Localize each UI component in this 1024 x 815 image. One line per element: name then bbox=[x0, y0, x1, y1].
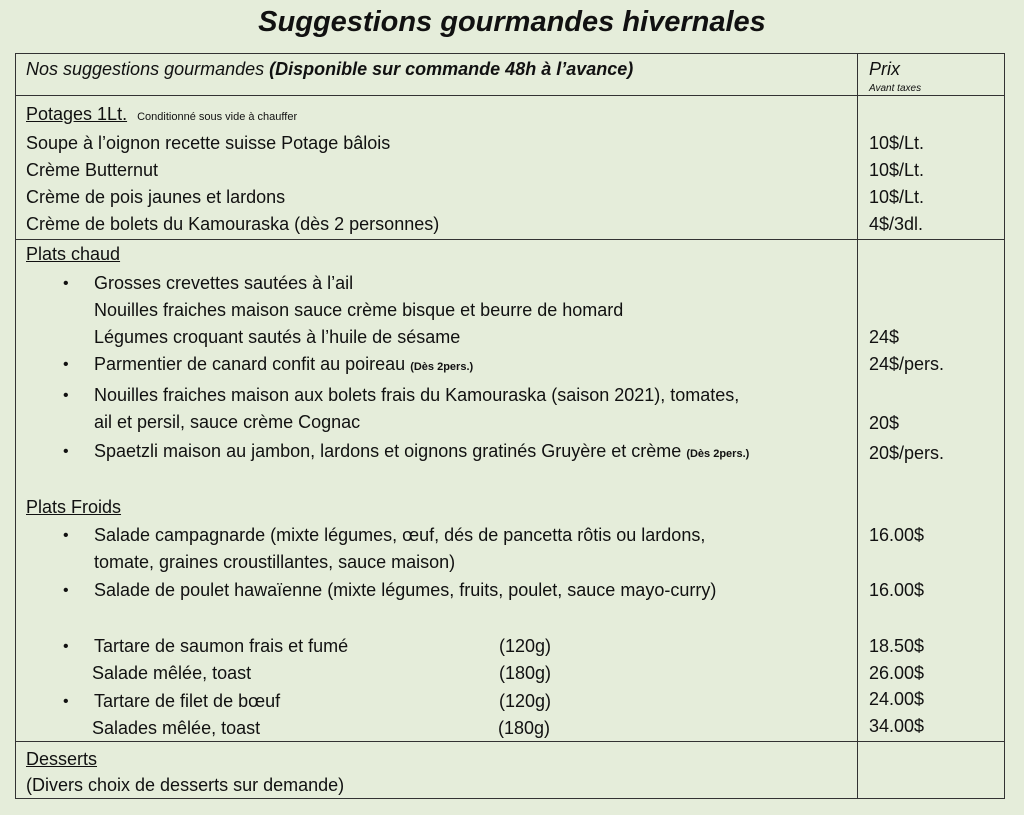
tartare-price: 34.00$ bbox=[869, 716, 925, 736]
desserts-text: (Divers choix de desserts sur demande) bbox=[26, 775, 345, 795]
plat-chaud-price: 24$/pers. bbox=[869, 354, 945, 374]
plat-chaud-line: Grosses crevettes sautées à l’ail bbox=[94, 273, 354, 293]
plat-chaud-line: Nouilles fraiches maison sauce crème bisque et beurre de homard bbox=[94, 300, 624, 320]
potage-item-name: Crème de bolets du Kamouraska (dès 2 personnes) bbox=[26, 214, 440, 234]
plat-chaud-note: (Dès 2pers.) bbox=[686, 448, 750, 460]
plat-chaud-price: 20$/pers. bbox=[869, 443, 945, 463]
potage-item-name: Soupe à l’oignon recette suisse Potage bâlois bbox=[26, 133, 391, 153]
tartare-price: 24.00$ bbox=[869, 689, 925, 709]
section-desserts-heading: Desserts bbox=[26, 749, 98, 769]
bullet-icon: • bbox=[63, 387, 69, 404]
section-plats-chaud-heading: Plats chaud bbox=[26, 244, 121, 264]
plat-chaud-price: 24$ bbox=[869, 327, 900, 347]
row-divider bbox=[16, 239, 1004, 240]
section-plats-froids-heading: Plats Froids bbox=[26, 497, 122, 517]
potage-item-name: Crème Butternut bbox=[26, 160, 159, 180]
header-intro-availability: (Disponible sur commande 48h à l’avance) bbox=[269, 59, 634, 79]
plat-chaud-line: Légumes croquant sautés à l’huile de sésame bbox=[94, 327, 461, 347]
potage-item-price: 10$/Lt. bbox=[869, 133, 925, 153]
plat-chaud-line: Nouilles fraiches maison aux bolets frais du Kamouraska (saison 2021), tomates, bbox=[94, 385, 740, 405]
tartare-name: Salades mêlée, toast bbox=[92, 718, 261, 738]
plat-chaud-note: (Dès 2pers.) bbox=[410, 361, 474, 373]
tartare-name: Tartare de saumon frais et fumé bbox=[94, 636, 349, 656]
bullet-icon: • bbox=[63, 582, 69, 599]
tartare-name: Tartare de filet de bœuf bbox=[94, 691, 281, 711]
column-divider bbox=[857, 54, 858, 798]
plat-froid-price: 16.00$ bbox=[869, 580, 925, 600]
plat-chaud-price: 20$ bbox=[869, 413, 900, 433]
plat-chaud-line: Spaetzli maison au jambon, lardons et oignons gratinés Gruyère et crème (Dès 2pers.) bbox=[94, 441, 750, 461]
tartare-name: Salade mêlée, toast bbox=[92, 663, 252, 683]
section-potages-heading: Potages 1Lt. Conditionné sous vide à chauffer bbox=[26, 104, 298, 124]
page-title: Suggestions gourmandes hivernales bbox=[258, 6, 766, 38]
menu-table bbox=[15, 53, 1005, 799]
potage-item-price: 10$/Lt. bbox=[869, 160, 925, 180]
plat-chaud-line: ail et persil, sauce crème Cognac bbox=[94, 412, 361, 432]
tartare-weight: (180g) bbox=[498, 718, 551, 738]
potage-item-price: 10$/Lt. bbox=[869, 187, 925, 207]
bullet-icon: • bbox=[63, 638, 69, 655]
plat-froid-line: tomate, graines croustillantes, sauce maison) bbox=[94, 552, 456, 572]
tartare-weight: (180g) bbox=[499, 663, 552, 683]
potage-item-name: Crème de pois jaunes et lardons bbox=[26, 187, 286, 207]
plat-froid-line: Salade campagnarde (mixte légumes, œuf, dés de pancetta rôtis ou lardons, bbox=[94, 525, 706, 545]
plat-froid-price: 16.00$ bbox=[869, 525, 925, 545]
plat-froid-line: Salade de poulet hawaïenne (mixte légumes, fruits, poulet, sauce mayo-curry) bbox=[94, 580, 717, 600]
tartare-price: 26.00$ bbox=[869, 663, 925, 683]
plat-chaud-line: Parmentier de canard confit au poireau (Dès 2pers.) bbox=[94, 354, 474, 374]
row-divider bbox=[16, 95, 1004, 96]
header-intro: Nos suggestions gourmandes (Disponible sur commande 48h à l’avance) bbox=[26, 59, 634, 79]
potages-note: Conditionné sous vide à chauffer bbox=[137, 111, 298, 123]
price-column-label: Prix bbox=[869, 59, 900, 79]
price-column-note: Avant taxes bbox=[869, 83, 922, 94]
bullet-icon: • bbox=[63, 275, 69, 292]
tartare-weight: (120g) bbox=[499, 636, 552, 656]
bullet-icon: • bbox=[63, 693, 69, 710]
bullet-icon: • bbox=[63, 527, 69, 544]
bullet-icon: • bbox=[63, 443, 69, 460]
potage-item-price: 4$/3dl. bbox=[869, 214, 924, 234]
tartare-price: 18.50$ bbox=[869, 636, 925, 656]
tartare-weight: (120g) bbox=[499, 691, 552, 711]
bullet-icon: • bbox=[63, 356, 69, 373]
